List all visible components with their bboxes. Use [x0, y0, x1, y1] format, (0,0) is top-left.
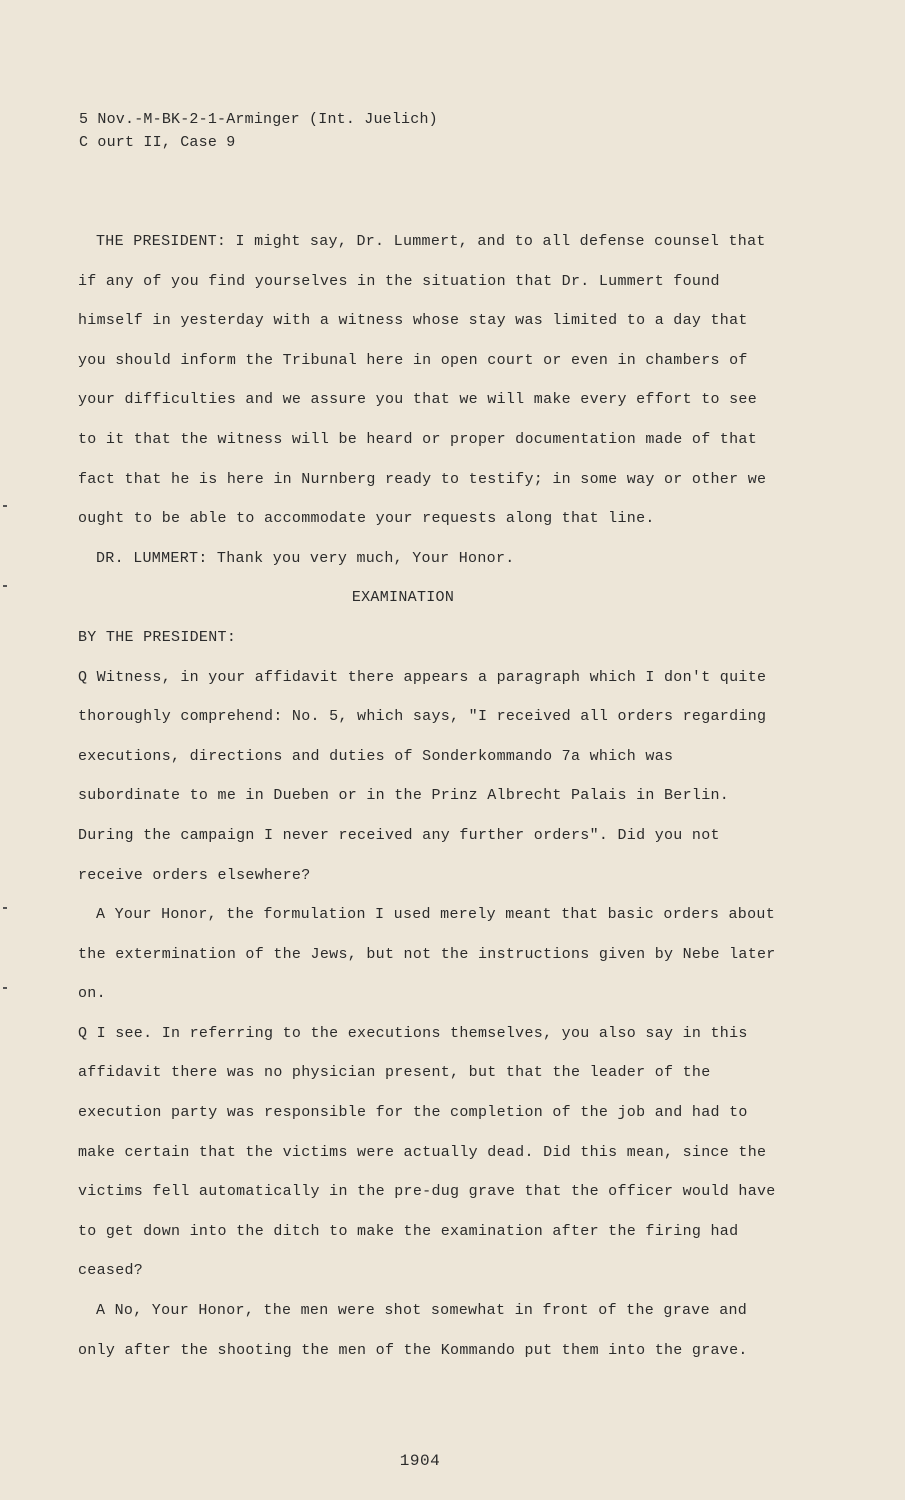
document-header: [79, 108, 438, 154]
president-statement: THE PRESIDENT: I might say, Dr. Lummert, and to all defense counsel that if any of you find yourselves in the situation that Dr. Lummert found himself in yesterday with a witness whose stay was limited to a day that you should inform the Tribunal here in open court or even in chambers of your difficulties and we assure you that we will make every effort to see to it that the witness will be heard or proper documentation made of that fact that he is here in Nurnberg ready to testify; in some way or other we ought to be able to accommodate your requests along that line.: [78, 233, 767, 528]
header-line-2: C ourt II, Case 9: [79, 134, 236, 151]
examiner-line: BY THE PRESIDENT:: [78, 628, 237, 646]
question-2: Q I see. In referring to the executions themselves, you also say in this affidavit there was no physician present, but that the leader of the execution party was responsible for the completion of the job and had to make certain that the victims were actually dead. Did this mean, since the victims fell automatically in the pre-dug grave that the officer would have to get down into the ditch to make the examination after the firing had ceased?: [78, 1024, 776, 1280]
answer-1: A Your Honor, the formulation I used merely meant that basic orders about the extermination of the Jews, but not the instructions given by Nebe later on.: [78, 906, 776, 1003]
margin-mark: [3, 987, 7, 989]
lummert-reply: DR. LUMMERT: Thank you very much, Your Honor.: [96, 549, 515, 567]
section-heading: EXAMINATION: [351, 589, 455, 607]
margin-mark: [3, 505, 7, 507]
margin-mark: [3, 907, 7, 909]
transcript-body: [78, 222, 778, 1370]
header-line-1: 5 Nov.-M-BK-2-1-Arminger (Int. Juelich): [79, 111, 438, 128]
question-1: Q Witness, in your affidavit there appears a paragraph which I don't quite thoroughly comprehend: No. 5, which says, "I received all orders regarding executions, directions and duties of Sonderkommando 7a which was subordinate to me in Dueben or in the Prinz Albrecht Palais in Berlin. During the campaign I never received any further orders". Did you not receive orders elsewhere?: [78, 668, 767, 884]
margin-mark: [3, 585, 7, 587]
page-number: 1904: [399, 1452, 441, 1470]
answer-2: A No, Your Honor, the men were shot somewhat in front of the grave and only after the shooting the men of the Kommando put them into the grave.: [78, 1302, 748, 1359]
